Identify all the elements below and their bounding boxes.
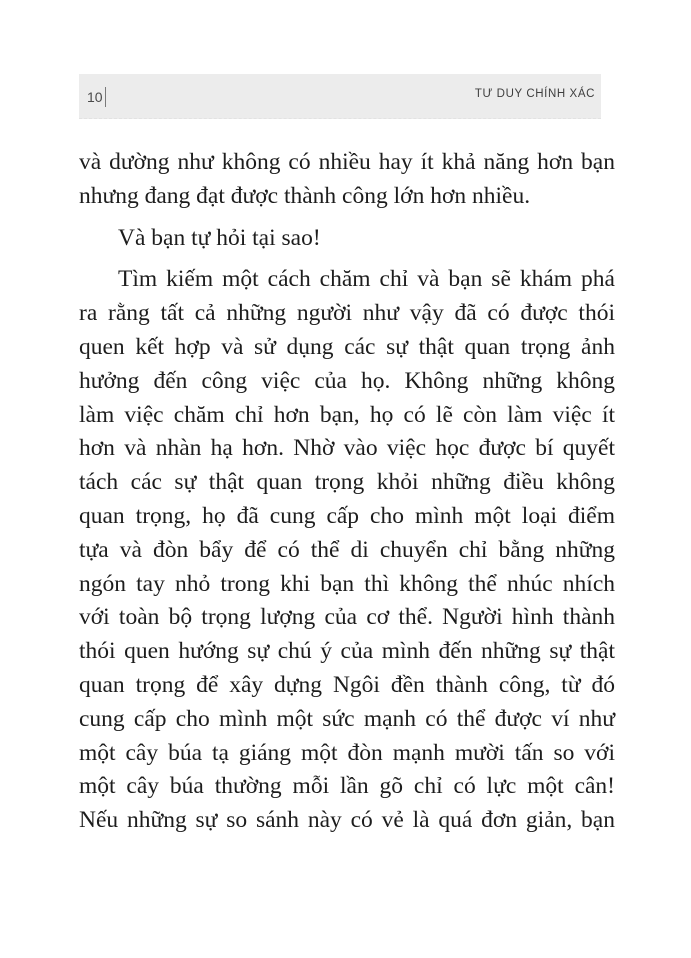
text-line: tựa và đòn bẩy để có thể di chuyển chỉ bằng những <box>79 536 615 563</box>
text-line: một cây búa tạ giáng một đòn mạnh mười tấn so với <box>79 739 615 766</box>
paragraph <box>79 263 615 838</box>
text-line: nhưng đang đạt được thành công lớn hơn nhiều. <box>79 182 531 209</box>
text-line: làm việc chăm chỉ hơn bạn, họ có lẽ còn làm việc ít <box>79 401 615 428</box>
text-line: hơn và nhàn hạ hơn. Nhờ vào việc học được bí quyết <box>79 435 615 462</box>
text-line: một cây búa thường mỗi lần gõ chỉ có lực một cân! <box>79 773 615 800</box>
text-line: Nếu những sự so sánh này có vẻ là quá đơn giản, bạn <box>79 807 615 834</box>
text-line: quen kết hợp và sử dụng các sự thật quan trọng ảnh <box>79 333 615 360</box>
paragraph <box>79 222 615 256</box>
text-line: quan trọng để xây dựng Ngôi đền thành công, từ đó <box>79 671 615 698</box>
text-line: và dường như không có nhiều hay ít khả năng hơn bạn <box>79 149 615 175</box>
text-line: Và bạn tự hỏi tại sao! <box>118 224 321 251</box>
body-text <box>79 146 615 838</box>
text-line: thói quen hướng sự chú ý của mình đến những sự thật <box>79 638 615 665</box>
page-header <box>79 74 601 119</box>
text-line: ngón tay nhỏ trong khi bạn thì không thể nhúc nhích <box>79 570 615 597</box>
text-line: quan trọng, họ đã cung cấp cho mình một loại điểm <box>79 502 615 529</box>
paragraph <box>79 146 615 214</box>
header-divider <box>105 87 106 107</box>
text-line: với toàn bộ trọng lượng của cơ thể. Người hình thành <box>79 604 615 631</box>
text-line: tách các sự thật quan trọng khỏi những điều không <box>79 469 615 496</box>
text-line: cung cấp cho mình một sức mạnh có thể được ví như <box>79 705 615 732</box>
text-line: ra rằng tất cả những người như vậy đã có được thói <box>79 300 615 327</box>
text-line: Tìm kiếm một cách chăm chỉ và bạn sẽ khám phá <box>118 266 615 293</box>
page-number: 10 <box>87 89 103 105</box>
text-line: hưởng đến công việc của họ. Không những không <box>79 367 615 394</box>
running-title: TƯ DUY CHÍNH XÁC <box>474 88 595 100</box>
